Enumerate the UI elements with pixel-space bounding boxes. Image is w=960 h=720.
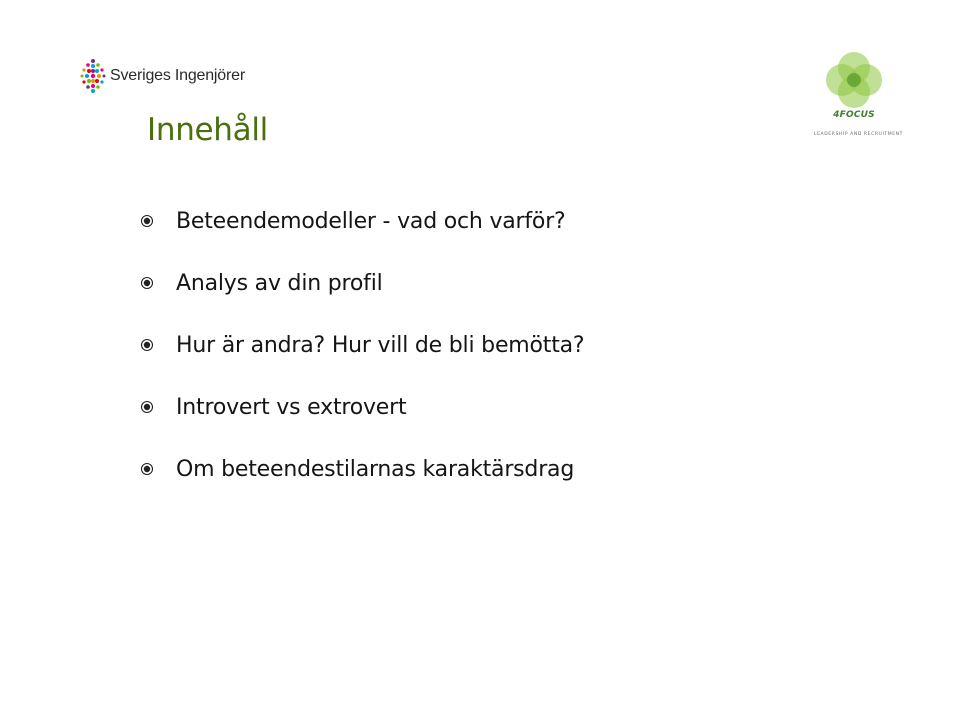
dots-logo-mark-icon	[80, 58, 106, 94]
slide-title: Innehåll	[147, 112, 268, 148]
4focus-logo-name: 4FOCUS	[833, 110, 875, 120]
bullet-text: Om beteendestilarnas karaktärsdrag	[176, 457, 575, 482]
bullet-item	[140, 269, 584, 331]
sveriges-ingenjorer-logo	[80, 58, 245, 94]
bullet-text: Hur är andra? Hur vill de bli bemötta?	[176, 333, 585, 358]
bullet-item	[140, 331, 584, 393]
bullet-marker-icon	[140, 462, 154, 476]
bullet-marker-icon	[140, 400, 154, 414]
bullet-text: Beteendemodeller - vad och varför?	[176, 209, 566, 234]
bullet-text: Introvert vs extrovert	[176, 395, 407, 420]
sveriges-ingenjorer-logo-text: Sveriges Ingenjörer	[110, 67, 245, 84]
bullet-text: Analys av din profil	[176, 271, 383, 296]
bullet-item	[140, 393, 584, 455]
4focus-logo-tagline: LEADERSHIP AND RECRUITMENT	[814, 132, 903, 137]
overlapping-circles-icon	[814, 52, 894, 112]
bullet-marker-icon	[140, 214, 154, 228]
bullet-marker-icon	[140, 338, 154, 352]
bullet-item	[140, 455, 584, 517]
bullet-item	[140, 207, 584, 269]
4focus-logo	[814, 52, 903, 144]
bullet-list	[140, 207, 584, 517]
bullet-marker-icon	[140, 276, 154, 290]
